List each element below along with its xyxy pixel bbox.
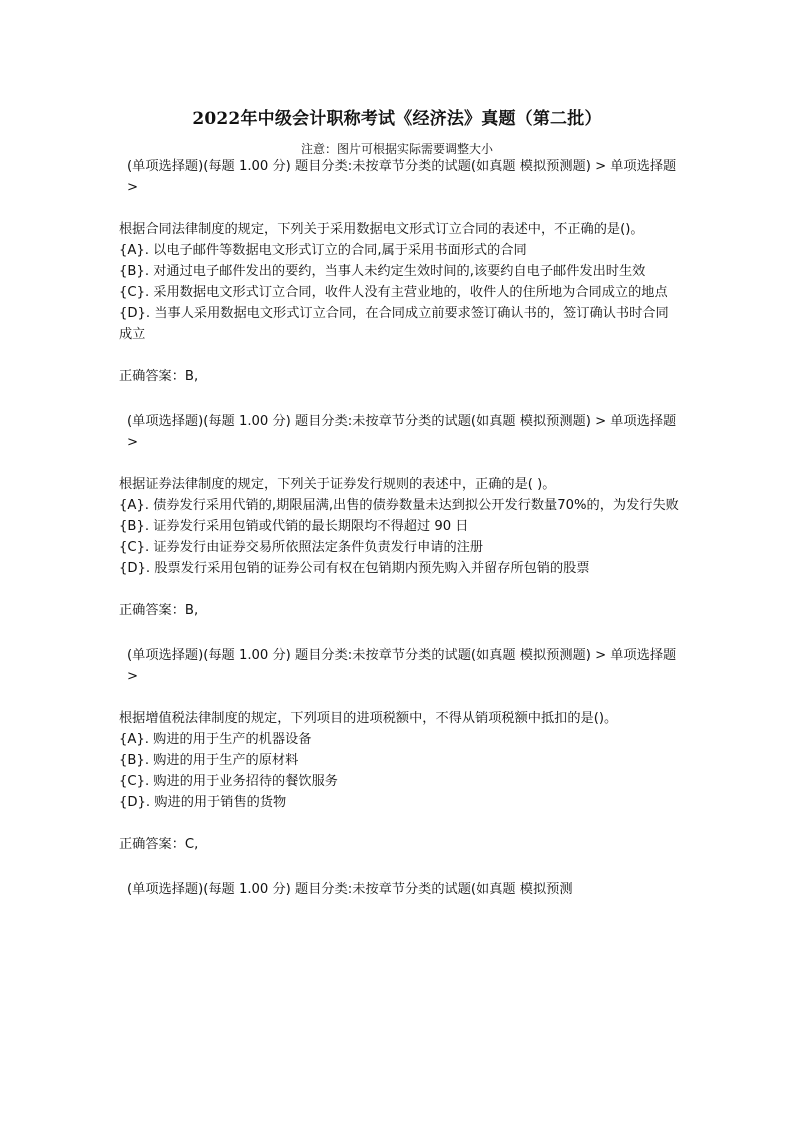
question-block: [119, 411, 679, 621]
question-meta: (单项选择题)(每题 1.00 分) 题目分类:未按章节分类的试题(如真题 模拟预测题) > 单项选择题 >: [127, 414, 677, 450]
question-meta: (单项选择题)(每题 1.00 分) 题目分类:未按章节分类的试题(如真题 模拟预测题) > 单项选择题 >: [127, 159, 677, 195]
image-note: 注意：图片可根据实际需要调整大小: [300, 142, 493, 156]
question-stem: 根据合同法律制度的规定，下列关于采用数据电文形式订立合同的表述中，不正确的是()。: [119, 222, 644, 237]
option-c: {C}. 采用数据电文形式订立合同，收件人没有主营业地的，收件人的住所地为合同成立的地点: [119, 285, 668, 300]
question-meta-truncated: (单项选择题)(每题 1.00 分) 题目分类:未按章节分类的试题(如真题 模拟预测: [127, 882, 573, 897]
option-c: {C}. 证券发行由证券交易所依照法定条件负责发行申请的注册: [119, 540, 484, 555]
option-b: {B}. 购进的用于生产的原材料: [119, 753, 299, 768]
option-a: {A}. 购进的用于生产的机器设备: [119, 732, 312, 747]
correct-answer: 正确答案：C,: [119, 837, 199, 852]
question-meta: (单项选择题)(每题 1.00 分) 题目分类:未按章节分类的试题(如真题 模拟预测题) > 单项选择题 >: [127, 648, 677, 684]
option-c: {C}. 购进的用于业务招待的餐饮服务: [119, 774, 338, 789]
correct-answer: 正确答案：B,: [119, 369, 199, 384]
option-a: {A}. 以电子邮件等数据电文形式订立的合同,属于采用书面形式的合同: [119, 243, 527, 258]
question-block: [119, 156, 679, 387]
question-list: [119, 156, 679, 900]
option-d: {D}. 购进的用于销售的货物: [119, 795, 287, 810]
option-a: {A}. 债券发行采用代销的,期限届满,出售的债券数量未达到拟公开发行数量70%的，为发行失败: [119, 498, 679, 513]
question-stem: 根据证券法律制度的规定，下列关于证券发行规则的表述中，正确的是( )。: [119, 477, 556, 492]
option-d: {D}. 当事人采用数据电文形式订立合同，在合同成立前要求签订确认书的，签订确认书时合同成立: [119, 306, 669, 342]
document-title: 2022年中级会计职称考试《经济法》真题（第二批）: [192, 109, 602, 129]
option-b: {B}. 对通过电子邮件发出的要约，当事人未约定生效时间的,该要约自电子邮件发出时生效: [119, 264, 646, 279]
correct-answer: 正确答案：B,: [119, 603, 199, 618]
question-block: [119, 645, 679, 855]
question-stem: 根据增值税法律制度的规定，下列项目的进项税额中，不得从销项税额中抵扣的是()。: [119, 711, 618, 726]
option-b: {B}. 证券发行采用包销或代销的最长期限均不得超过 90 日: [119, 519, 469, 534]
option-d: {D}. 股票发行采用包销的证券公司有权在包销期内预先购入并留存所包销的股票: [119, 561, 590, 576]
